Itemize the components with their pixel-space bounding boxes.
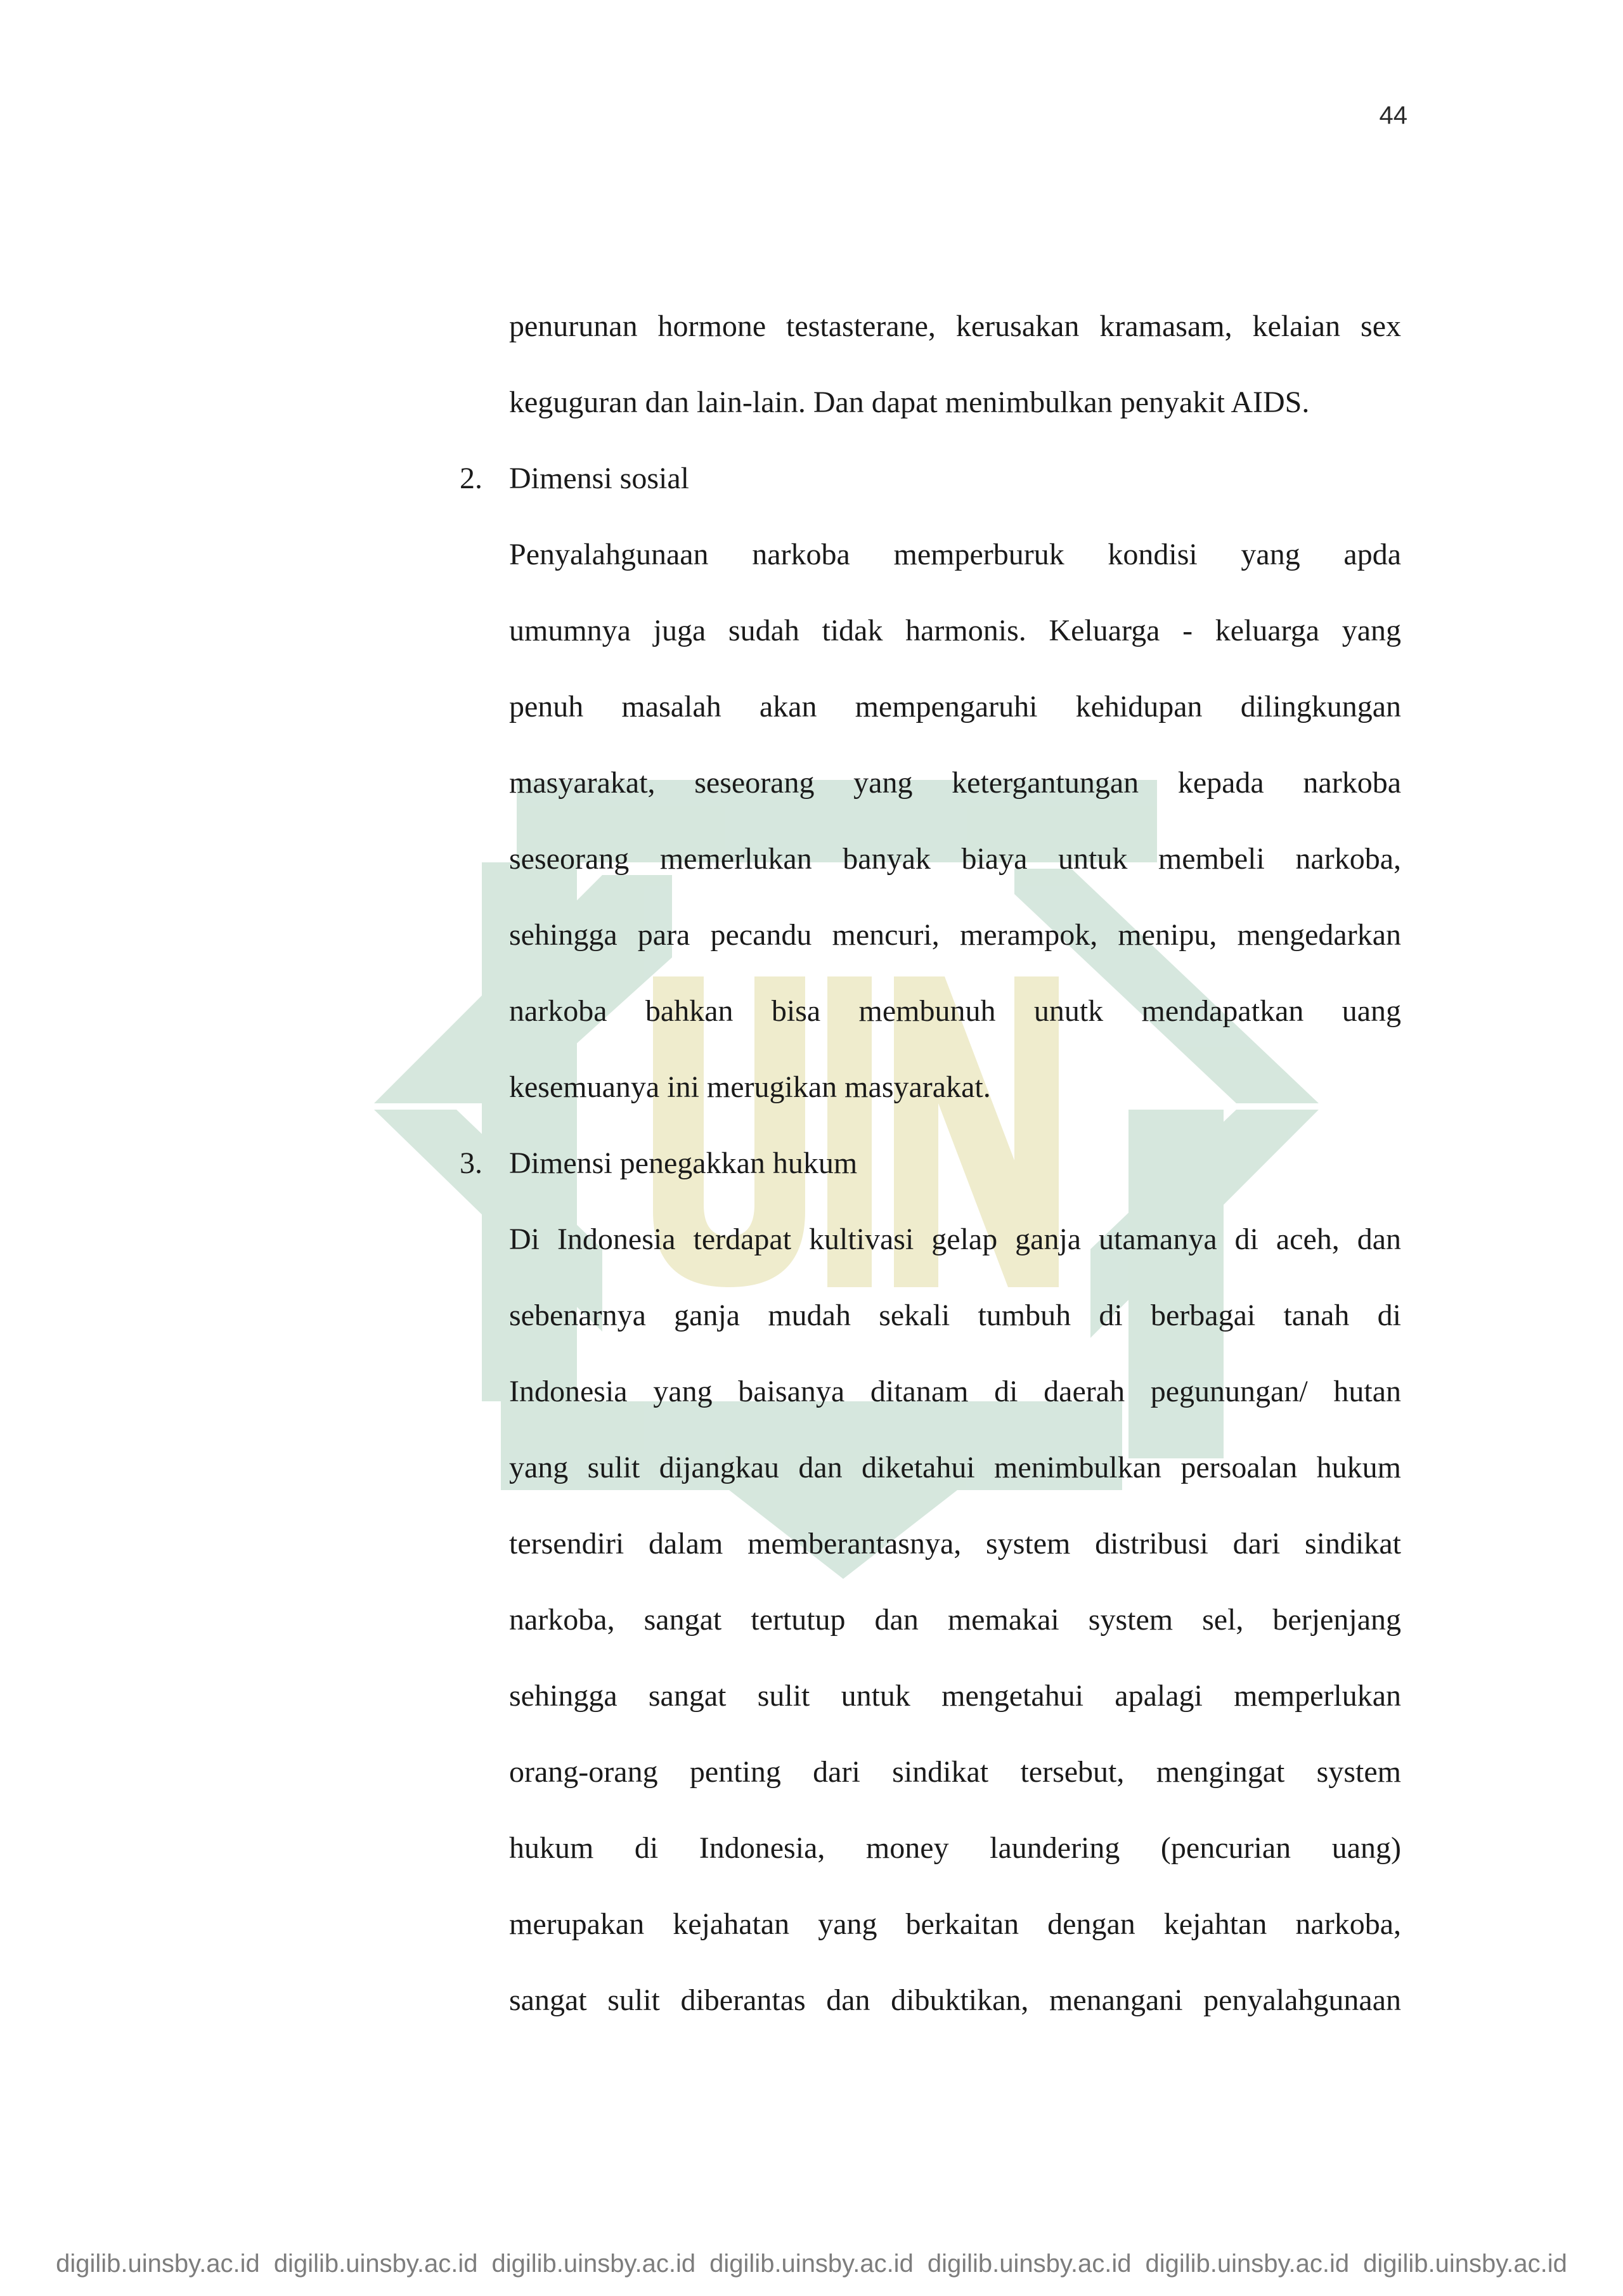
list-heading-text: Dimensi penegakkan hukum (509, 1146, 858, 1180)
list-item-heading (460, 1141, 857, 1186)
body-line: sehingga sangat sulit untuk mengetahui apalagi memperlukan (509, 1679, 1401, 1713)
footer-text: digilib.uinsby.ac.id (709, 2250, 914, 2278)
footer-text: digilib.uinsby.ac.id (491, 2250, 696, 2278)
body-line: Di Indonesia terdapat kultivasi gelap ganja utamanya di aceh, dan (509, 1223, 1401, 1256)
body-line: masyarakat, seseorang yang ketergantungan kepada narkoba (509, 766, 1401, 800)
body-line: sehingga para pecandu mencuri, merampok, menipu, mengedarkan (509, 918, 1401, 952)
body-line: sebenarnya ganja mudah sekali tumbuh di berbagai tanah di (509, 1299, 1401, 1332)
footer-text: digilib.uinsby.ac.id (56, 2250, 260, 2278)
list-heading-text: Dimensi sosial (509, 462, 689, 495)
body-line: narkoba bahkan bisa membunuh unutk mendapatkan uang (509, 994, 1401, 1028)
body-line: yang sulit dijangkau dan diketahui menimbulkan persoalan hukum (509, 1451, 1401, 1484)
body-line: orang-orang penting dari sindikat tersebut, mengingat system (509, 1755, 1401, 1789)
footer-text: digilib.uinsby.ac.id (927, 2250, 1132, 2278)
body-line: keguguran dan lain-lain. Dan dapat menimbulkan penyakit AIDS. (509, 386, 1310, 419)
page-number: 44 (1379, 101, 1407, 129)
body-line: hukum di Indonesia, money laundering (pencurian uang) (509, 1831, 1401, 1865)
body-line: merupakan kejahatan yang berkaitan dengan kejahtan narkoba, (509, 1907, 1401, 1941)
list-item-heading (460, 457, 689, 501)
body-line: kesemuanya ini merugikan masyarakat. (509, 1070, 991, 1104)
body-line: penurunan hormone testasterane, kerusakan kramasam, kelaian sex (509, 309, 1401, 343)
body-line: seseorang memerlukan banyak biaya untuk membeli narkoba, (509, 842, 1401, 876)
footer-text: digilib.uinsby.ac.id (273, 2250, 478, 2278)
body-line: Penyalahgunaan narkoba memperburuk kondisi yang apda (509, 538, 1401, 571)
footer-watermark (0, 2250, 1623, 2278)
body-line: penuh masalah akan mempengaruhi kehidupan dilingkungan (509, 690, 1401, 723)
list-number: 3. (460, 1146, 482, 1180)
list-number: 2. (460, 462, 482, 495)
body-line: umumnya juga sudah tidak harmonis. Keluarga - keluarga yang (509, 614, 1401, 647)
body-line: sangat sulit diberantas dan dibuktikan, menangani penyalahgunaan (509, 1983, 1401, 2017)
body-line: tersendiri dalam memberantasnya, system distribusi dari sindikat (509, 1527, 1401, 1560)
footer-text: digilib.uinsby.ac.id (1145, 2250, 1350, 2278)
footer-text: digilib.uinsby.ac.id (1363, 2250, 1567, 2278)
body-line: narkoba, sangat tertutup dan memakai system sel, berjenjang (509, 1603, 1401, 1637)
body-line: Indonesia yang baisanya ditanam di daerah pegunungan/ hutan (509, 1375, 1401, 1408)
